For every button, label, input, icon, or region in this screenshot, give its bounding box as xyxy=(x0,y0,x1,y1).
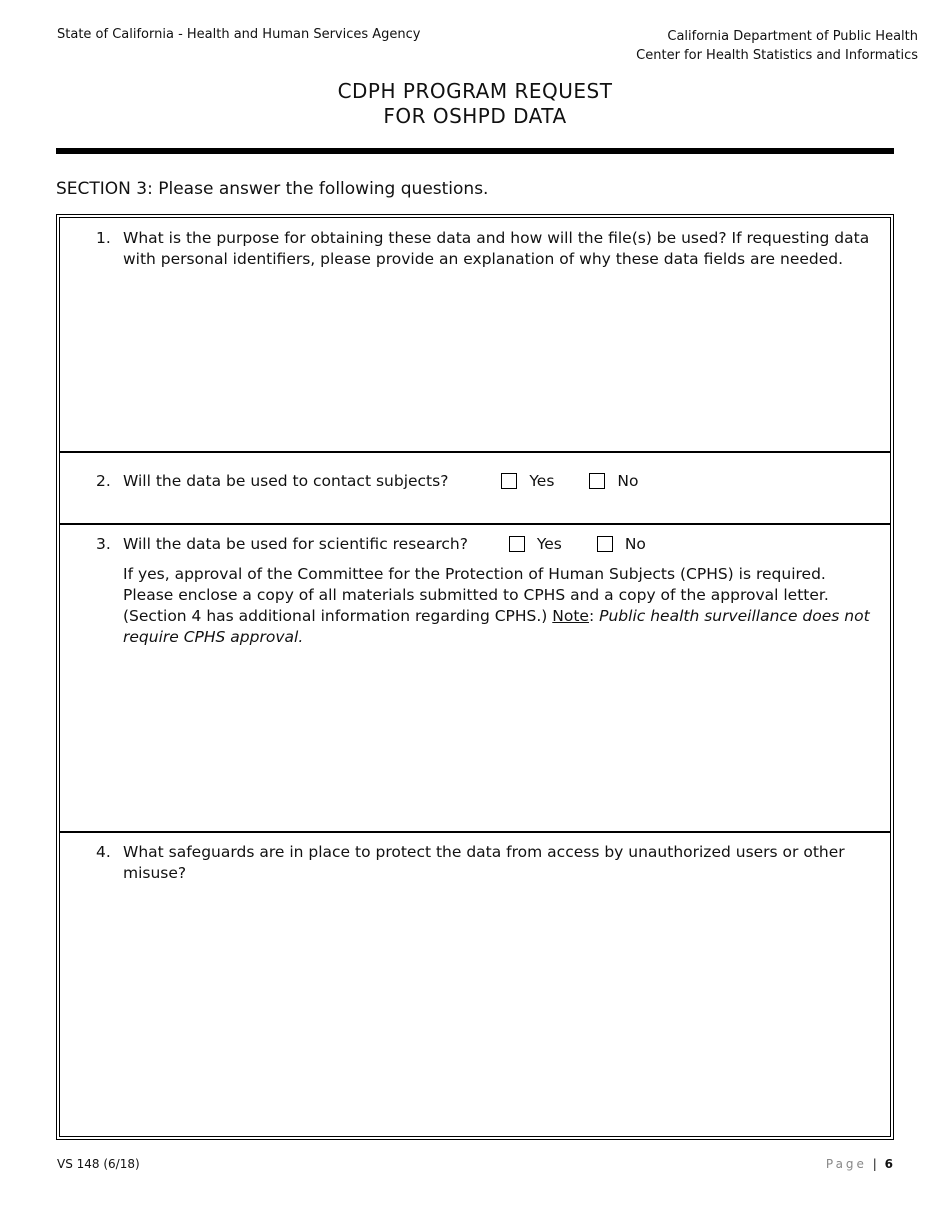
page-indicator xyxy=(826,1157,893,1171)
question-3-detail-text: If yes, approval of the Committee for the Protection of Human Subjects (CPHS) is required. Please enclose a copy of all materials submitted to CPHS and a copy of the approval letter. (Section 4 has additional information regarding CPHS.) xyxy=(123,565,829,625)
section-heading: SECTION 3: Please answer the following questions. xyxy=(56,179,489,199)
title-divider xyxy=(56,148,894,154)
question-1-cell[interactable] xyxy=(59,217,891,453)
questions-frame xyxy=(56,214,894,1140)
department-name: California Department of Public Health xyxy=(667,29,918,44)
form-title-line1: CDPH PROGRAM REQUEST xyxy=(337,79,613,103)
question-2-number: 2. xyxy=(96,472,111,490)
form-title-line2: FOR OSHPD DATA xyxy=(383,104,567,128)
question-1 xyxy=(96,228,872,270)
center-name: Center for Health Statistics and Informatics xyxy=(636,48,918,63)
question-2-yes-checkbox[interactable] xyxy=(501,473,517,489)
question-3-note-label: Note xyxy=(552,607,589,625)
question-3-note-text: Public health surveillance does not require CPHS approval. xyxy=(123,607,870,646)
form-id: VS 148 (6/18) xyxy=(57,1157,140,1171)
page-separator: | xyxy=(872,1157,877,1171)
question-2-cell xyxy=(59,451,891,525)
question-4-cell[interactable] xyxy=(59,831,891,1137)
question-4 xyxy=(96,842,872,884)
question-1-text: What is the purpose for obtaining these data and how will the file(s) be used? If requesting data with personal identifiers, please provide an explanation of why these data fields are needed. xyxy=(123,229,870,268)
department-header xyxy=(636,27,918,65)
page-label: Page xyxy=(825,1157,867,1171)
question-3-note-colon: : xyxy=(588,607,600,625)
question-2-yes-option[interactable] xyxy=(501,471,554,492)
agency-header: State of California - Health and Human Services Agency xyxy=(57,27,421,42)
question-3-text: Will the data be used for scientific research? xyxy=(123,535,468,553)
question-2-no-checkbox[interactable] xyxy=(589,473,605,489)
question-4-text: What safeguards are in place to protect the data from access by unauthorized users or other misuse? xyxy=(123,843,845,882)
question-3-number: 3. xyxy=(96,535,111,553)
question-3-cell[interactable] xyxy=(59,523,891,833)
form-title xyxy=(0,79,950,129)
question-3-yes-label: Yes xyxy=(536,535,562,553)
question-2-no-option[interactable] xyxy=(589,471,638,492)
question-1-number: 1. xyxy=(96,229,111,247)
question-3 xyxy=(96,534,872,648)
question-3-yes-checkbox[interactable] xyxy=(509,536,525,552)
question-2-text: Will the data be used to contact subjects? xyxy=(123,472,449,490)
question-2 xyxy=(96,471,872,492)
page-number: 6 xyxy=(884,1157,893,1171)
question-3-no-label: No xyxy=(624,535,646,553)
question-3-detail xyxy=(123,564,872,648)
question-3-no-option[interactable] xyxy=(597,534,646,555)
question-3-no-checkbox[interactable] xyxy=(597,536,613,552)
question-3-yes-option[interactable] xyxy=(509,534,562,555)
question-4-number: 4. xyxy=(96,843,111,861)
question-2-yes-label: Yes xyxy=(529,472,555,490)
question-2-no-label: No xyxy=(617,472,639,490)
